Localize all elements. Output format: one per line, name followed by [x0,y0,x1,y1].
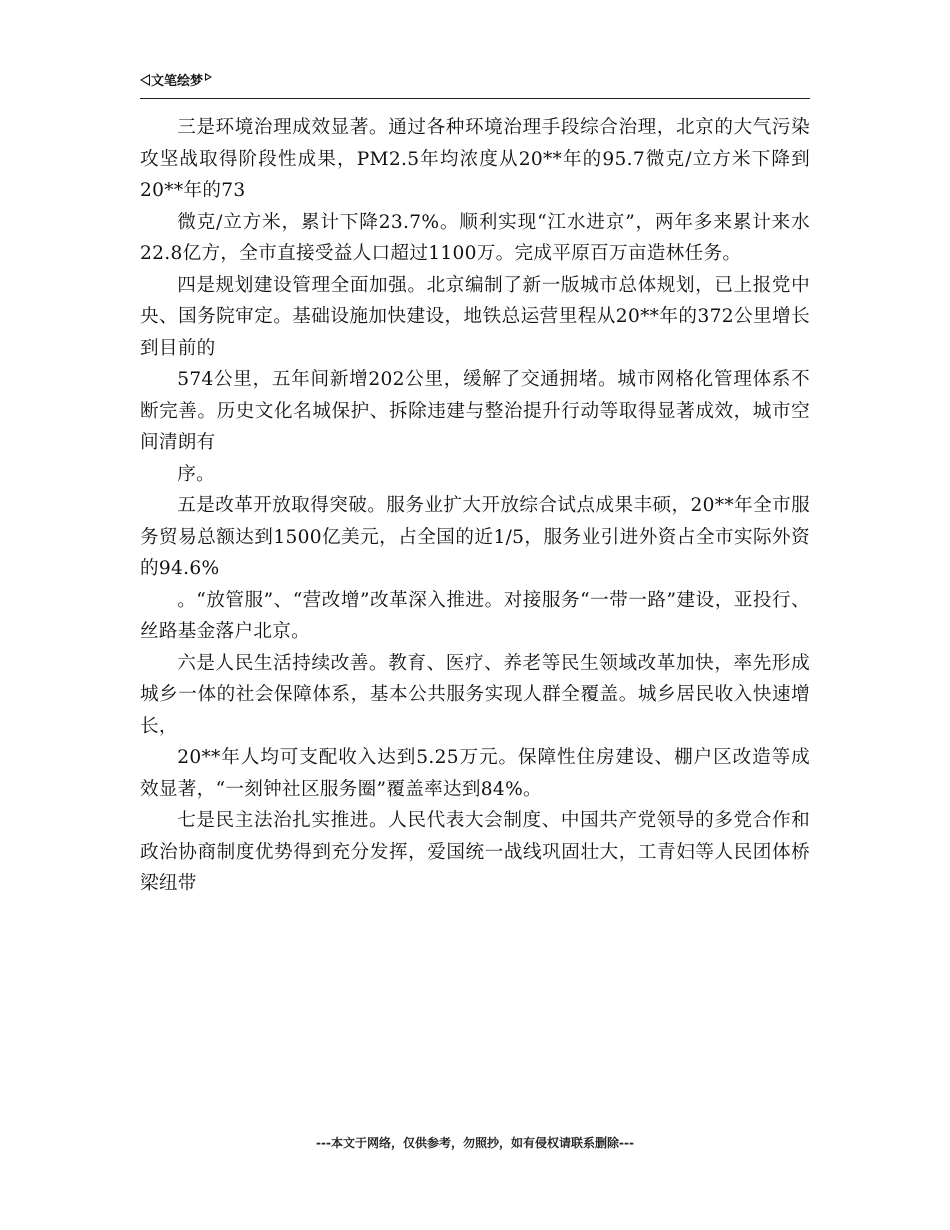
page-footer: ---本文于网络，仅供参考，勿照抄，如有侵权请联系删除--- [316,1136,634,1150]
page-header [140,72,810,99]
paragraph: 序。 [177,463,215,485]
triangle-right-icon [205,73,212,81]
paragraph: 五是改革开放取得突破。服务业扩大开放综合试点成果丰硕，20**年全市服务贸易总额达到1500亿美元，占全国的近1/5，服务业引进外资占全市实际外资的94.6% [140,495,810,579]
paragraph: 微克/立方米，累计下降23.7%。顺利实现“江水进京”，两年多来累计来水22.8亿方，全市直接受益人口超过1100万。完成平原百万亩造林任务。 [140,211,810,264]
header-title: 文笔绘梦 [151,74,204,89]
triangle-left-icon [140,74,150,86]
paragraph: 。“放管服”、“营改增”改革深入推进。对接服务“一带一路”建设，亚投行、丝路基金落户北京。 [140,589,810,642]
paragraph: 六是人民生活持续改善。教育、医疗、养老等民生领域改革加快，率先形成城乡一体的社会保障体系，基本公共服务实现人群全覆盖。城乡居民收入快速增长， [140,652,810,737]
paragraph: 574公里，五年间新增202公里，缓解了交通拥堵。城市网格化管理体系不断完善。历史文化名城保护、拆除违建与整治提升行动等取得显著成效，城市空间清朗有 [140,369,810,453]
paragraph: 三是环境治理成效显著。通过各种环境治理手段综合治理，北京的大气污染攻坚战取得阶段性成果，PM2.5年均浓度从20**年的95.7微克/立方米下降到20**年的73 [140,117,810,201]
paragraph: 20**年人均可支配收入达到5.25万元。保障性住房建设、棚户区改造等成效显著，“一刻钟社区服务圈”覆盖率达到84%。 [140,747,810,800]
paragraph: 七是民主法治扎实推进。人民代表大会制度、中国共产党领导的多党合作和政治协商制度优势得到充分发挥，爱国统一战线巩固壮大，工青妇等人民团体桥梁纽带 [140,810,810,894]
document-body [140,112,810,900]
paragraph: 四是规划建设管理全面加强。北京编制了新一版城市总体规划，已上报党中央、国务院审定。基础设施加快建设，地铁总运营里程从20**年的372公里增长到目前的 [140,274,810,359]
